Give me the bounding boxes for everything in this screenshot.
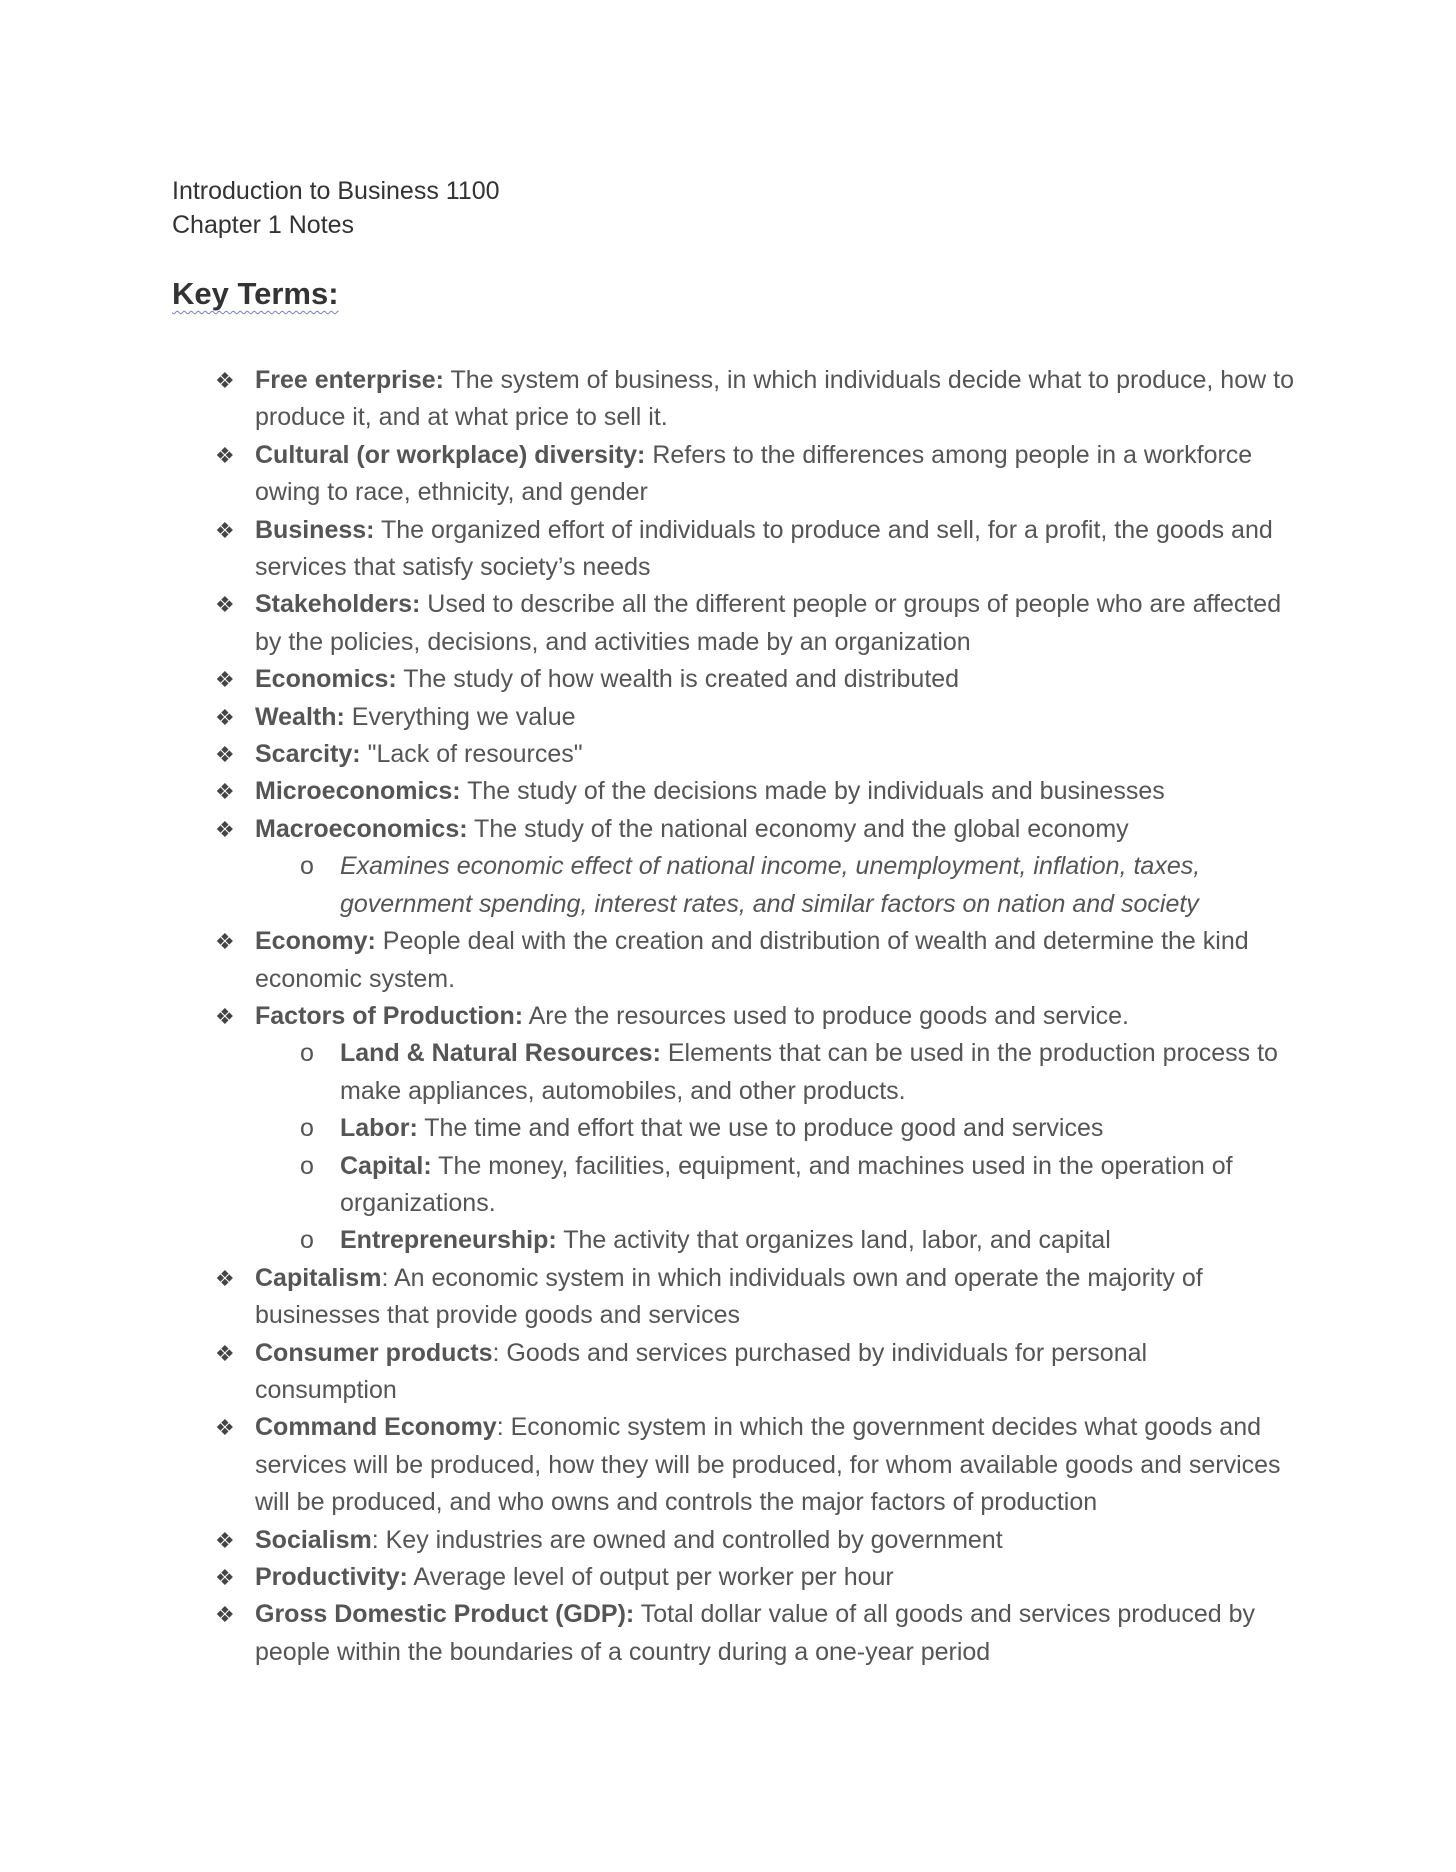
circle-bullet-icon: o: [300, 1039, 314, 1068]
term-definition: Are the resources used to produce goods and service.: [523, 1001, 1129, 1030]
list-item: [215, 512, 1295, 587]
list-item: [215, 1596, 1295, 1671]
term-label: Factors of Production:: [255, 1001, 524, 1030]
list-item: [215, 736, 1295, 773]
diamond-bullet-icon: ❖: [215, 1565, 235, 1590]
diamond-bullet-icon: ❖: [215, 742, 235, 768]
term-label: Socialism: [255, 1525, 372, 1554]
chapter-title: Chapter 1 Notes: [172, 211, 355, 239]
term-definition: Total dollar value of all goods and services produced by people within the boundaries of a country during a one-year period: [255, 1600, 1255, 1666]
list-item: [215, 1522, 1295, 1559]
diamond-bullet-icon: ❖: [215, 929, 235, 955]
term-definition: : Key industries are owned and controlled by government: [371, 1525, 1003, 1554]
list-item: [215, 362, 1295, 437]
diamond-bullet-icon: ❖: [215, 779, 235, 805]
diamond-bullet-icon: ❖: [215, 704, 235, 730]
diamond-bullet-icon: ❖: [215, 1340, 235, 1366]
term-label: Stakeholders:: [255, 590, 421, 619]
sub-item-text: Elements that can be used in the production process to make appliances, automobiles, and other products.: [340, 1039, 1278, 1105]
term-label: Microeconomics:: [255, 777, 461, 806]
sub-item-text: The time and effort that we use to produce good and services: [417, 1114, 1104, 1143]
term-label: Economics:: [255, 665, 397, 694]
list-item: [215, 1559, 1295, 1596]
diamond-bullet-icon: ❖: [215, 1602, 235, 1628]
term-label: Wealth:: [255, 702, 345, 731]
term-label: Scarcity:: [255, 740, 361, 769]
list-item: [215, 699, 1295, 736]
circle-bullet-icon: o: [300, 1114, 314, 1143]
list-item: [215, 1409, 1295, 1521]
sub-item-text: Examines economic effect of national income, unemployment, inflation, taxes, government spending, interest rates, and similar factors on nation and society: [340, 852, 1201, 918]
term-definition: The study of how wealth is created and distributed: [396, 665, 960, 694]
list-item: [215, 1335, 1295, 1410]
sub-item-label: Capital:: [340, 1151, 432, 1180]
diamond-bullet-icon: ❖: [215, 1527, 235, 1553]
sub-item-text: The activity that organizes land, labor, and capital: [556, 1226, 1111, 1255]
list-item: [215, 811, 1295, 848]
sub-list-item: [215, 1110, 1295, 1147]
term-definition: Average level of output per worker per hour: [407, 1563, 894, 1591]
list-item: [215, 586, 1295, 661]
term-definition: Refers to the differences among people in a workforce owing to race, ethnicity, and gender: [255, 440, 1253, 507]
term-label: Business:: [255, 515, 375, 544]
circle-bullet-icon: o: [300, 1151, 314, 1180]
sub-item-label: Labor:: [340, 1114, 418, 1143]
course-title: Introduction to Business 1100: [172, 177, 500, 205]
term-label: Macroeconomics:: [255, 814, 468, 843]
term-definition: People deal with the creation and distribution of wealth and determine the kind economic system.: [255, 927, 1249, 993]
list-item: [215, 923, 1295, 998]
sub-list-item: [215, 848, 1295, 923]
term-definition: : An economic system in which individuals own and operate the majority of businesses that provide goods and services: [255, 1263, 1203, 1330]
diamond-bullet-icon: ❖: [215, 1415, 235, 1441]
diamond-bullet-icon: ❖: [215, 1003, 235, 1029]
term-definition: Everything we value: [344, 702, 576, 731]
diamond-bullet-icon: ❖: [215, 368, 235, 393]
circle-bullet-icon: o: [300, 1226, 314, 1255]
list-item: [215, 998, 1295, 1035]
diamond-bullet-icon: ❖: [215, 592, 235, 618]
diamond-bullet-icon: ❖: [215, 442, 235, 468]
term-definition: : Economic system in which the government decides what goods and services will be produced, how they will be produced, for whom available goods and services will be produced, and who owns and controls the major factors of production: [255, 1413, 1281, 1517]
diamond-bullet-icon: ❖: [215, 667, 235, 693]
term-definition: "Lack of resources": [360, 740, 583, 769]
key-terms-heading: Key Terms:: [172, 276, 339, 311]
document-header: [172, 174, 500, 242]
sub-list-item: [215, 1222, 1295, 1259]
diamond-bullet-icon: ❖: [215, 517, 235, 543]
term-label: Capitalism: [255, 1263, 382, 1292]
list-item: [215, 1260, 1295, 1335]
diamond-bullet-icon: ❖: [215, 816, 235, 842]
term-label: Consumer products: [255, 1338, 493, 1367]
list-item: [215, 661, 1295, 698]
list-item: [215, 437, 1295, 512]
key-terms-list: [215, 362, 1295, 1671]
term-label: Command Economy: [255, 1413, 497, 1442]
sub-list-item: [215, 1148, 1295, 1223]
term-definition: The organized effort of individuals to produce and sell, for a profit, the goods and services that satisfy society’s needs: [255, 515, 1273, 582]
circle-bullet-icon: o: [300, 852, 314, 881]
term-label: Cultural (or workplace) diversity:: [255, 440, 646, 469]
term-label: Economy:: [255, 927, 376, 956]
term-label: Gross Domestic Product (GDP):: [255, 1600, 635, 1629]
term-label: Productivity:: [255, 1563, 408, 1591]
term-definition: The study of the decisions made by individuals and businesses: [460, 777, 1165, 806]
sub-item-text: The money, facilities, equipment, and machines used in the operation of organizations.: [340, 1151, 1233, 1217]
diamond-bullet-icon: ❖: [215, 1265, 235, 1291]
sub-item-label: Entrepreneurship:: [340, 1226, 557, 1255]
sub-list-item: [215, 1035, 1295, 1110]
list-item: [215, 773, 1295, 810]
term-definition: The system of business, in which individuals decide what to produce, how to produce it, and at what price to sell it.: [255, 366, 1294, 432]
term-definition: : Goods and services purchased by individuals for personal consumption: [255, 1338, 1148, 1404]
term-definition: Used to describe all the different people or groups of people who are affected by the policies, decisions, and activities made by an organization: [255, 590, 1282, 656]
term-definition: The study of the national economy and the global economy: [467, 814, 1129, 843]
sub-item-label: Land & Natural Resources:: [340, 1039, 661, 1068]
term-label: Free enterprise:: [255, 366, 444, 394]
